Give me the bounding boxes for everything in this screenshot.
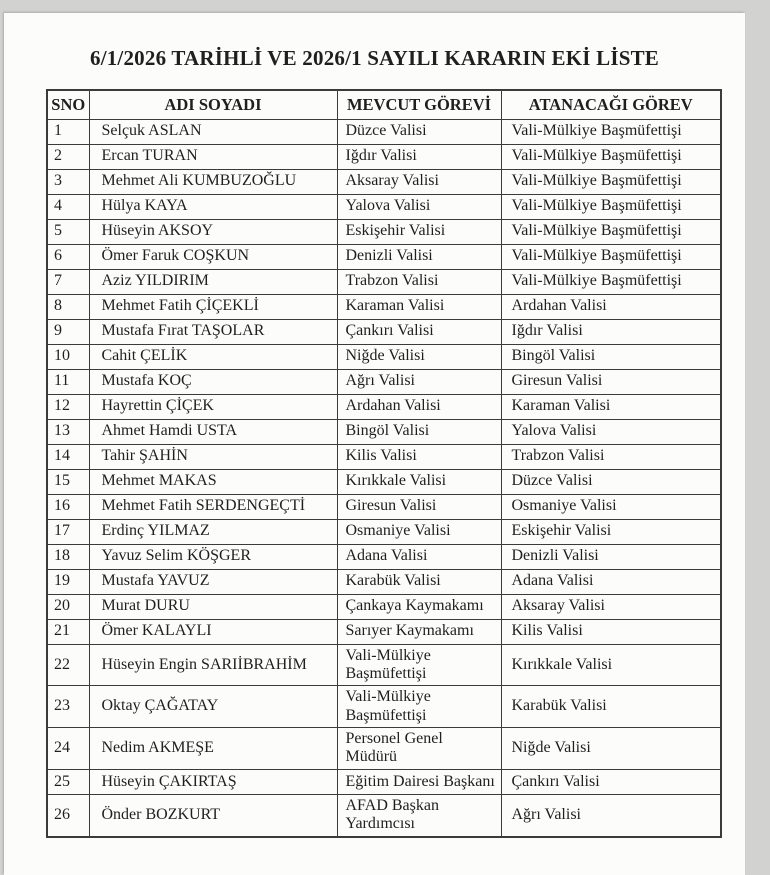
sno-cell: 3	[47, 169, 89, 194]
assigned-role-cell: Vali-Mülkiye Başmüfettişi	[501, 269, 721, 294]
sno-cell: 15	[47, 469, 89, 494]
sno-cell: 5	[47, 219, 89, 244]
table-row	[47, 544, 721, 569]
sno-cell: 16	[47, 494, 89, 519]
current-role-cell: Ardahan Valisi	[337, 394, 501, 419]
assigned-role-cell: Vali-Mülkiye Başmüfettişi	[501, 244, 721, 269]
current-role-cell: Aksaray Valisi	[337, 169, 501, 194]
name-cell: Cahit ÇELİK	[89, 344, 337, 369]
sno-cell: 24	[47, 728, 89, 770]
table-row	[47, 269, 721, 294]
current-role-cell: Düzce Valisi	[337, 119, 501, 144]
current-role-cell: Iğdır Valisi	[337, 144, 501, 169]
sno-cell: 21	[47, 619, 89, 644]
sno-cell: 4	[47, 194, 89, 219]
assigned-role-cell: Vali-Mülkiye Başmüfettişi	[501, 194, 721, 219]
table-row	[47, 119, 721, 144]
assigned-role-cell: Giresun Valisi	[501, 369, 721, 394]
assigned-role-cell: Vali-Mülkiye Başmüfettişi	[501, 144, 721, 169]
table-row	[47, 319, 721, 344]
sno-cell: 19	[47, 569, 89, 594]
current-role-cell: Trabzon Valisi	[337, 269, 501, 294]
sno-cell: 13	[47, 419, 89, 444]
assigned-role-cell: Osmaniye Valisi	[501, 494, 721, 519]
table-row	[47, 594, 721, 619]
column-header: SNO	[47, 90, 89, 119]
current-role-cell: Karabük Valisi	[337, 569, 501, 594]
sno-cell: 10	[47, 344, 89, 369]
table-row	[47, 194, 721, 219]
assigned-role-cell: Iğdır Valisi	[501, 319, 721, 344]
assigned-role-cell: Vali-Mülkiye Başmüfettişi	[501, 169, 721, 194]
current-role-cell: AFAD Başkan Yardımcısı	[337, 794, 501, 836]
table-row	[47, 294, 721, 319]
sno-cell: 14	[47, 444, 89, 469]
current-role-cell: Çankaya Kaymakamı	[337, 594, 501, 619]
table-row	[47, 244, 721, 269]
column-header: MEVCUT GÖREVİ	[337, 90, 501, 119]
name-cell: Mustafa KOÇ	[89, 369, 337, 394]
sno-cell: 18	[47, 544, 89, 569]
sno-cell: 2	[47, 144, 89, 169]
current-role-cell: Kırıkkale Valisi	[337, 469, 501, 494]
assigned-role-cell: Kırıkkale Valisi	[501, 644, 721, 686]
name-cell: Hüseyin ÇAKIRTAŞ	[89, 769, 337, 794]
current-role-cell: Ağrı Valisi	[337, 369, 501, 394]
name-cell: Tahir ŞAHİN	[89, 444, 337, 469]
current-role-cell: Bingöl Valisi	[337, 419, 501, 444]
table-row	[47, 728, 721, 770]
name-cell: Hülya KAYA	[89, 194, 337, 219]
table-row	[47, 419, 721, 444]
name-cell: Hayrettin ÇİÇEK	[89, 394, 337, 419]
document-title: 6/1/2026 TARİHLİ VE 2026/1 SAYILI KARARIN EKİ LİSTE	[90, 46, 659, 70]
sno-cell: 12	[47, 394, 89, 419]
name-cell: Oktay ÇAĞATAY	[89, 686, 337, 728]
name-cell: Ömer KALAYLI	[89, 619, 337, 644]
assigned-role-cell: Yalova Valisi	[501, 419, 721, 444]
current-role-cell: Adana Valisi	[337, 544, 501, 569]
current-role-cell: Çankırı Valisi	[337, 319, 501, 344]
table-row	[47, 644, 721, 686]
assigned-role-cell: Niğde Valisi	[501, 728, 721, 770]
table-row	[47, 394, 721, 419]
table-row	[47, 344, 721, 369]
table-row	[47, 519, 721, 544]
current-role-cell: Giresun Valisi	[337, 494, 501, 519]
sno-cell: 25	[47, 769, 89, 794]
current-role-cell: Personel Genel Müdürü	[337, 728, 501, 770]
column-header: ATANACAĞI GÖREV	[501, 90, 721, 119]
name-cell: Ömer Faruk COŞKUN	[89, 244, 337, 269]
table-row	[47, 144, 721, 169]
table-row	[47, 686, 721, 728]
name-cell: Erdinç YILMAZ	[89, 519, 337, 544]
assigned-role-cell: Bingöl Valisi	[501, 344, 721, 369]
table-row	[47, 169, 721, 194]
current-role-cell: Niğde Valisi	[337, 344, 501, 369]
sno-cell: 23	[47, 686, 89, 728]
name-cell: Murat DURU	[89, 594, 337, 619]
sno-cell: 7	[47, 269, 89, 294]
table-row	[47, 469, 721, 494]
sno-cell: 26	[47, 794, 89, 836]
assigned-role-cell: Vali-Mülkiye Başmüfettişi	[501, 219, 721, 244]
table-row	[47, 794, 721, 836]
assigned-role-cell: Düzce Valisi	[501, 469, 721, 494]
current-role-cell: Denizli Valisi	[337, 244, 501, 269]
header-row	[47, 90, 721, 119]
table-row	[47, 769, 721, 794]
current-role-cell: Vali-Mülkiye Başmüfettişi	[337, 686, 501, 728]
sno-cell: 9	[47, 319, 89, 344]
assigned-role-cell: Adana Valisi	[501, 569, 721, 594]
sno-cell: 8	[47, 294, 89, 319]
name-cell: Ercan TURAN	[89, 144, 337, 169]
assigned-role-cell: Eskişehir Valisi	[501, 519, 721, 544]
name-cell: Önder BOZKURT	[89, 794, 337, 836]
assigned-role-cell: Vali-Mülkiye Başmüfettişi	[501, 119, 721, 144]
assigned-role-cell: Trabzon Valisi	[501, 444, 721, 469]
name-cell: Mustafa YAVUZ	[89, 569, 337, 594]
current-role-cell: Eskişehir Valisi	[337, 219, 501, 244]
appointments-table	[46, 89, 722, 838]
name-cell: Aziz YILDIRIM	[89, 269, 337, 294]
sno-cell: 17	[47, 519, 89, 544]
current-role-cell: Karaman Valisi	[337, 294, 501, 319]
name-cell: Mehmet Fatih ÇİÇEKLİ	[89, 294, 337, 319]
table-row	[47, 444, 721, 469]
current-role-cell: Eğitim Dairesi Başkanı	[337, 769, 501, 794]
assigned-role-cell: Denizli Valisi	[501, 544, 721, 569]
name-cell: Hüseyin AKSOY	[89, 219, 337, 244]
assigned-role-cell: Karaman Valisi	[501, 394, 721, 419]
name-cell: Hüseyin Engin SARIİBRAHİM	[89, 644, 337, 686]
name-cell: Mehmet Fatih SERDENGEÇTİ	[89, 494, 337, 519]
sno-cell: 6	[47, 244, 89, 269]
sno-cell: 20	[47, 594, 89, 619]
assigned-role-cell: Ardahan Valisi	[501, 294, 721, 319]
column-header: ADI SOYADI	[89, 90, 337, 119]
current-role-cell: Kilis Valisi	[337, 444, 501, 469]
assigned-role-cell: Karabük Valisi	[501, 686, 721, 728]
table-row	[47, 219, 721, 244]
name-cell: Selçuk ASLAN	[89, 119, 337, 144]
table-row	[47, 619, 721, 644]
assigned-role-cell: Ağrı Valisi	[501, 794, 721, 836]
current-role-cell: Osmaniye Valisi	[337, 519, 501, 544]
sno-cell: 22	[47, 644, 89, 686]
current-role-cell: Sarıyer Kaymakamı	[337, 619, 501, 644]
name-cell: Yavuz Selim KÖŞGER	[89, 544, 337, 569]
table-row	[47, 569, 721, 594]
name-cell: Mehmet Ali KUMBUZOĞLU	[89, 169, 337, 194]
table-row	[47, 494, 721, 519]
current-role-cell: Yalova Valisi	[337, 194, 501, 219]
document-page	[4, 13, 745, 875]
sno-cell: 11	[47, 369, 89, 394]
name-cell: Nedim AKMEŞE	[89, 728, 337, 770]
table-body	[47, 119, 721, 837]
name-cell: Ahmet Hamdi USTA	[89, 419, 337, 444]
name-cell: Mehmet MAKAS	[89, 469, 337, 494]
sno-cell: 1	[47, 119, 89, 144]
current-role-cell: Vali-Mülkiye Başmüfettişi	[337, 644, 501, 686]
name-cell: Mustafa Fırat TAŞOLAR	[89, 319, 337, 344]
assigned-role-cell: Kilis Valisi	[501, 619, 721, 644]
assigned-role-cell: Aksaray Valisi	[501, 594, 721, 619]
assigned-role-cell: Çankırı Valisi	[501, 769, 721, 794]
table-row	[47, 369, 721, 394]
